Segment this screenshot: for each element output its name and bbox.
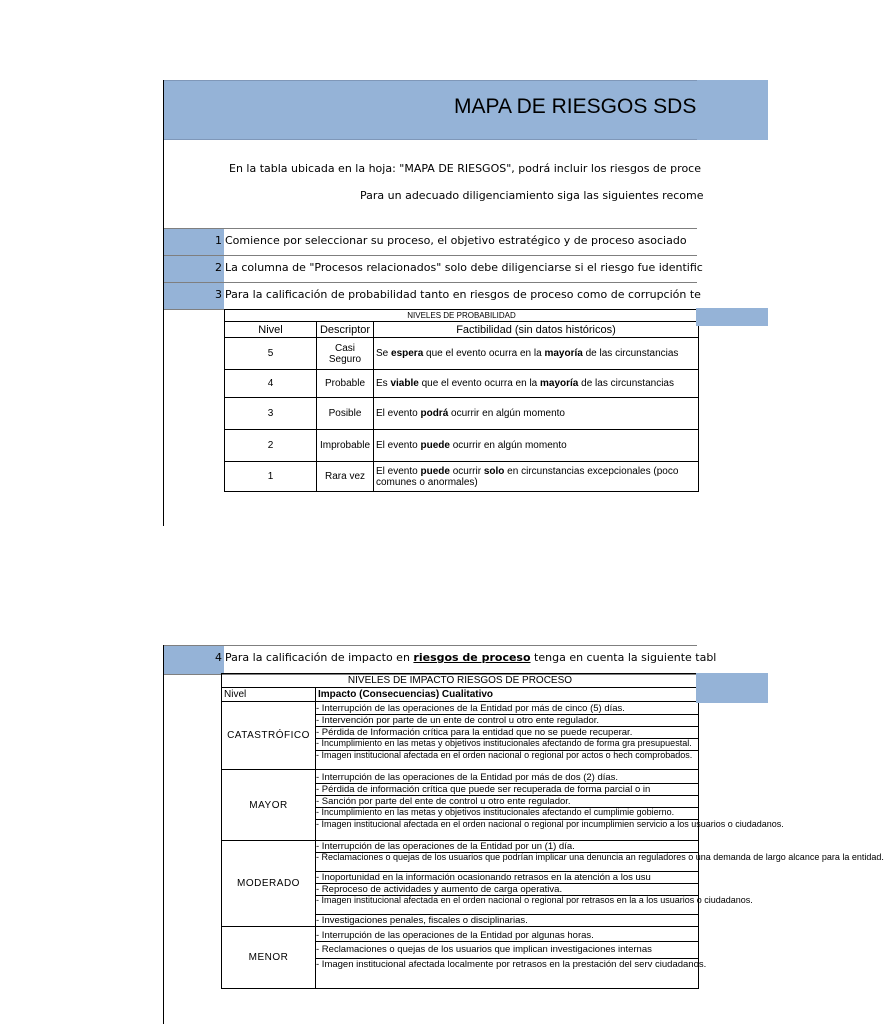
impact-item: - Interrupción de las operaciones de la Entidad por un (1) día. [316,841,698,853]
impact-item: - Reproceso de actividades y aumento de carga operativa. [316,884,698,896]
impact-item: - Interrupción de las operaciones de la Entidad por más de cinco (5) días. [316,703,698,715]
impact-item: - Interrupción de las operaciones de la Entidad por algunas horas. [316,930,698,942]
step-row-1 [164,228,697,255]
impact-item: - Investigaciones penales, fiscales o disciplinarias. [316,915,528,926]
table-row [225,370,699,398]
impact-item: - Sanción por parte del ente de control u otro ente regulador. [316,796,698,808]
impact-items [316,702,699,770]
impact-header-extension [696,673,768,703]
probability-table [224,309,699,492]
header-impacto: Impacto (Consecuencias) Cualitativo [316,688,699,702]
table-row [225,462,699,492]
impact-items [316,841,884,927]
step-row-2 [164,255,703,282]
level-mayor: MAYOR [222,770,316,841]
header-nivel: Nivel [222,688,316,702]
impact-item: - Intervención por parte de un ente de control u otro ente regulador. [316,715,698,727]
intro-text-2: Para un adecuado diligenciamiento siga las siguientes recome [360,189,704,202]
factibilidad-cell: El evento podrá ocurrir en algún momento [374,398,699,430]
nivel-cell: 2 [225,430,317,462]
step-number-cell [164,229,224,255]
impact-sheet [163,645,884,1024]
table-row [225,398,699,430]
impact-items [316,770,784,841]
impact-table [221,673,884,989]
step-number-cell [164,283,224,309]
descriptor-cell: Probable [317,370,374,398]
table-row [225,338,699,370]
level-menor: MENOR [222,927,316,989]
impact-item: - Reclamaciones o quejas de los usuarios que implican investigaciones internas [316,942,698,959]
instructions-sheet [163,80,704,526]
impact-caption: NIVELES DE IMPACTO RIESGOS DE PROCESO [222,674,699,688]
level-moderado: MODERADO [222,841,316,927]
impact-item: - Pérdida de información crítica que puede ser recuperada de forma parcial o in [316,784,698,796]
step-text: La columna de "Procesos relacionados" solo debe diligenciarse si el riesgo fue identific [225,261,703,274]
nivel-cell: 5 [225,338,317,370]
header-nivel: Nivel [225,322,317,338]
impact-item: - Imagen institucional afectada en el orden nacional o regional por retrasos en la a los usuarios o ciudadanos. [316,896,698,915]
step-number: 2 [215,261,222,274]
probability-caption: NIVELES DE PROBABILIDAD [225,310,699,322]
header-descriptor: Descriptor [317,322,374,338]
factibilidad-cell: Es viable que el evento ocurra en la mayoría de las circunstancias [374,370,699,398]
step-number: 4 [215,651,222,664]
step-number: 1 [215,234,222,247]
descriptor-cell: Casi Seguro [317,338,374,370]
impact-items [316,927,707,989]
nivel-cell: 1 [225,462,317,492]
title-band-extension [696,80,768,140]
step-row-4 [164,645,717,675]
impact-item: - Inoportunidad en la información ocasionando retrasos en la atención a los usu [316,872,698,884]
impact-item: - Imagen institucional afectada en el orden nacional o regional por actos o hech comprobados. [316,749,693,760]
descriptor-cell: Posible [317,398,374,430]
factibilidad-cell: Se espera que el evento ocurra en la mayoría de las circunstancias [374,338,699,370]
step-text: Para la calificación de impacto en riesgos de proceso tenga en cuenta la siguiente tabl [225,651,717,664]
nivel-cell: 3 [225,398,317,430]
table-row [225,430,699,462]
impact-level-row [222,927,699,989]
descriptor-cell: Rara vez [317,462,374,492]
impact-item: - Imagen institucional afectada localmente por retrasos en la prestación del serv ciudadanos. [316,959,707,970]
impact-item: - Reclamaciones o quejas de los usuarios que podrían implicar una denuncia an reguladores o una demanda de largo alcance para la entidad. [316,853,698,872]
step-row-3 [164,282,701,310]
descriptor-cell: Improbable [317,430,374,462]
impact-item: - Pérdida de Información crítica para la entidad que no se puede recuperar. [316,727,698,739]
probability-header-extension [696,308,768,326]
step-text: Comience por seleccionar su proceso, el objetivo estratégico y de proceso asociado [225,234,687,247]
impact-level-row [222,841,699,927]
impact-level-row [222,770,699,841]
factibilidad-cell: El evento puede ocurrir solo en circunstancias excepcionales (poco comunes o anormales) [374,462,699,492]
level-catastrofico: CATASTRÓFICO [222,702,316,770]
nivel-cell: 4 [225,370,317,398]
step-text: Para la calificación de probabilidad tanto en riesgos de proceso como de corrupción te [225,288,701,301]
header-factibilidad: Factibilidad (sin datos históricos) [374,322,699,338]
step-number-cell [164,646,224,674]
impact-item: - Incumplimiento en las metas y objetivos institucionales afectando el cumplimie gobierno. [316,808,698,820]
step-number-cell [164,256,224,282]
impact-item: - Imagen institucional afectada en el orden nacional o regional por incumplimien servicio a los usuarios o ciudadanos. [316,819,784,829]
title-band [164,80,697,140]
intro-text-1: En la tabla ubicada en la hoja: "MAPA DE RIESGOS", podrá incluir los riesgos de proce [229,162,701,175]
impact-item: - Interrupción de las operaciones de la Entidad por más de dos (2) días. [316,772,698,784]
impact-level-row [222,702,699,770]
step-number: 3 [215,288,222,301]
factibilidad-cell: El evento puede ocurrir en algún momento [374,430,699,462]
page-title: MAPA DE RIESGOS SDS [454,95,697,118]
impact-item: - Incumplimiento en las metas y objetivos institucionales afectando de forma gra presupuestal. [316,739,698,751]
